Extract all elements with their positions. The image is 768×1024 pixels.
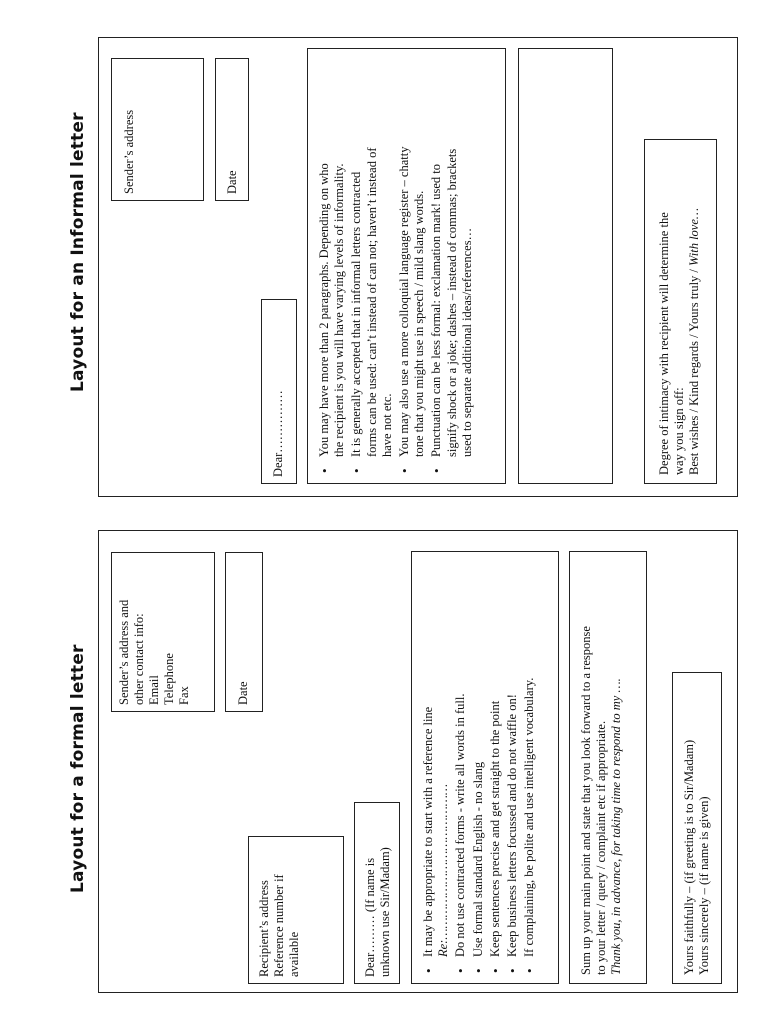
formal-tip: Keep sentences precise and get straight to the point [487, 700, 502, 957]
list-item [421, 560, 451, 957]
formal-recipient-box [248, 836, 344, 984]
informal-title: Layout for an Informal letter [68, 112, 88, 392]
formal-recipient-line: available [287, 931, 301, 977]
list-item [488, 560, 503, 957]
informal-sender: Sender’s address [122, 109, 136, 194]
formal-signoff-line: Yours faithfully – (if greeting is to Sir/Madam) [682, 739, 696, 975]
list-item [522, 560, 537, 957]
formal-date-box [225, 552, 263, 712]
formal-sender-line: Telephone [162, 653, 176, 705]
formal-body-box [411, 551, 559, 984]
formal-signoff-line: Yours sincerely – (if name is given) [697, 796, 711, 975]
informal-tip-line: tone that you might use in speech / mild slang words. [412, 190, 427, 457]
informal-greeting-box [261, 299, 297, 484]
formal-sender-line: Sender’s address and [117, 599, 131, 705]
formal-greeting-box [354, 802, 400, 984]
formal-tip: Use formal standard English - no slang [470, 761, 485, 957]
formal-greeting-line: unknown use Sir/Madam) [378, 847, 392, 977]
formal-recipient-line: Recipient’s address [257, 880, 271, 977]
formal-title: Layout for a formal letter [68, 644, 88, 893]
informal-tip-line: • It is generally accepted that in informal letters contracted [349, 171, 364, 457]
formal-closing-line: Sum up your main point and state that you look forward to a response [579, 626, 593, 975]
formal-greeting-line: Dear……… (If name is [363, 857, 377, 977]
informal-date: Date [225, 170, 239, 194]
formal-date: Date [236, 681, 250, 705]
informal-tip-line: signify shock or a joke; dashes – instead of commas; brackets [444, 148, 459, 457]
formal-tip: If complaining, be polite and use intelligent vocabulary. [522, 677, 537, 957]
informal-signoff-options [687, 148, 702, 475]
informal-tip-line: • You may have more than 2 paragraphs. Depending on who [317, 163, 331, 457]
formal-closing-line: to your letter / query / complaint etc if appropriate. [594, 720, 608, 975]
list-item [349, 57, 395, 457]
informal-letter-panel [98, 37, 738, 497]
formal-tips-list [421, 560, 537, 975]
informal-body-box [307, 48, 506, 484]
formal-sender-line: Email [147, 675, 161, 705]
list-item [397, 57, 427, 457]
formal-closing-box [569, 551, 647, 984]
list-item [505, 560, 520, 957]
informal-date-box [215, 58, 249, 201]
informal-signoff-italic: With love… [687, 207, 701, 266]
informal-paragraph-box [518, 48, 613, 484]
informal-tip-line: have not etc. [379, 393, 394, 457]
list-item [471, 560, 486, 957]
formal-letter-panel [98, 530, 738, 993]
formal-sender-box [111, 552, 215, 712]
informal-tip-line: the recipient is you will have varying levels of informality. [332, 163, 347, 457]
formal-tip: Keep business letters focussed and do not waffle on! [505, 694, 520, 957]
informal-tips-list [317, 57, 475, 475]
list-item [429, 57, 475, 457]
formal-reference-line: Re:…………………………………… [436, 784, 451, 957]
list-item [453, 560, 468, 957]
informal-tip-line: • You may also use a more colloquial language register – chatty [397, 146, 412, 457]
informal-sender-box [111, 58, 204, 201]
informal-tip-line: • Punctuation can be less formal: exclamation mark! used to [429, 164, 444, 457]
informal-signoff-plain: Best wishes / Kind regards / Yours truly / [687, 265, 701, 475]
formal-sender-line: Fax [177, 686, 191, 705]
formal-tip: Do not use contracted forms - write all words in full. [453, 693, 468, 957]
formal-closing-italic: Thank you, in advance, for taking time to respond to my …. [609, 678, 623, 975]
informal-signoff-line: Degree of intimacy with recipient will determine the [657, 212, 671, 475]
formal-sender-line: other contact info: [132, 613, 146, 705]
formal-tip: It may be appropriate to start with a reference line [421, 706, 435, 957]
informal-signoff-box [644, 139, 717, 484]
informal-signoff-line: way you sign off: [672, 387, 686, 475]
formal-signoff-box [672, 672, 722, 984]
formal-recipient-line: Reference number if [272, 874, 286, 977]
informal-tip-line: used to separate additional ideas/references… [459, 227, 474, 457]
informal-greeting: Dear…………… [271, 390, 285, 477]
informal-tip-line: forms can be used: can’t instead of can not; haven’t instead of [364, 147, 379, 457]
list-item [317, 57, 347, 457]
